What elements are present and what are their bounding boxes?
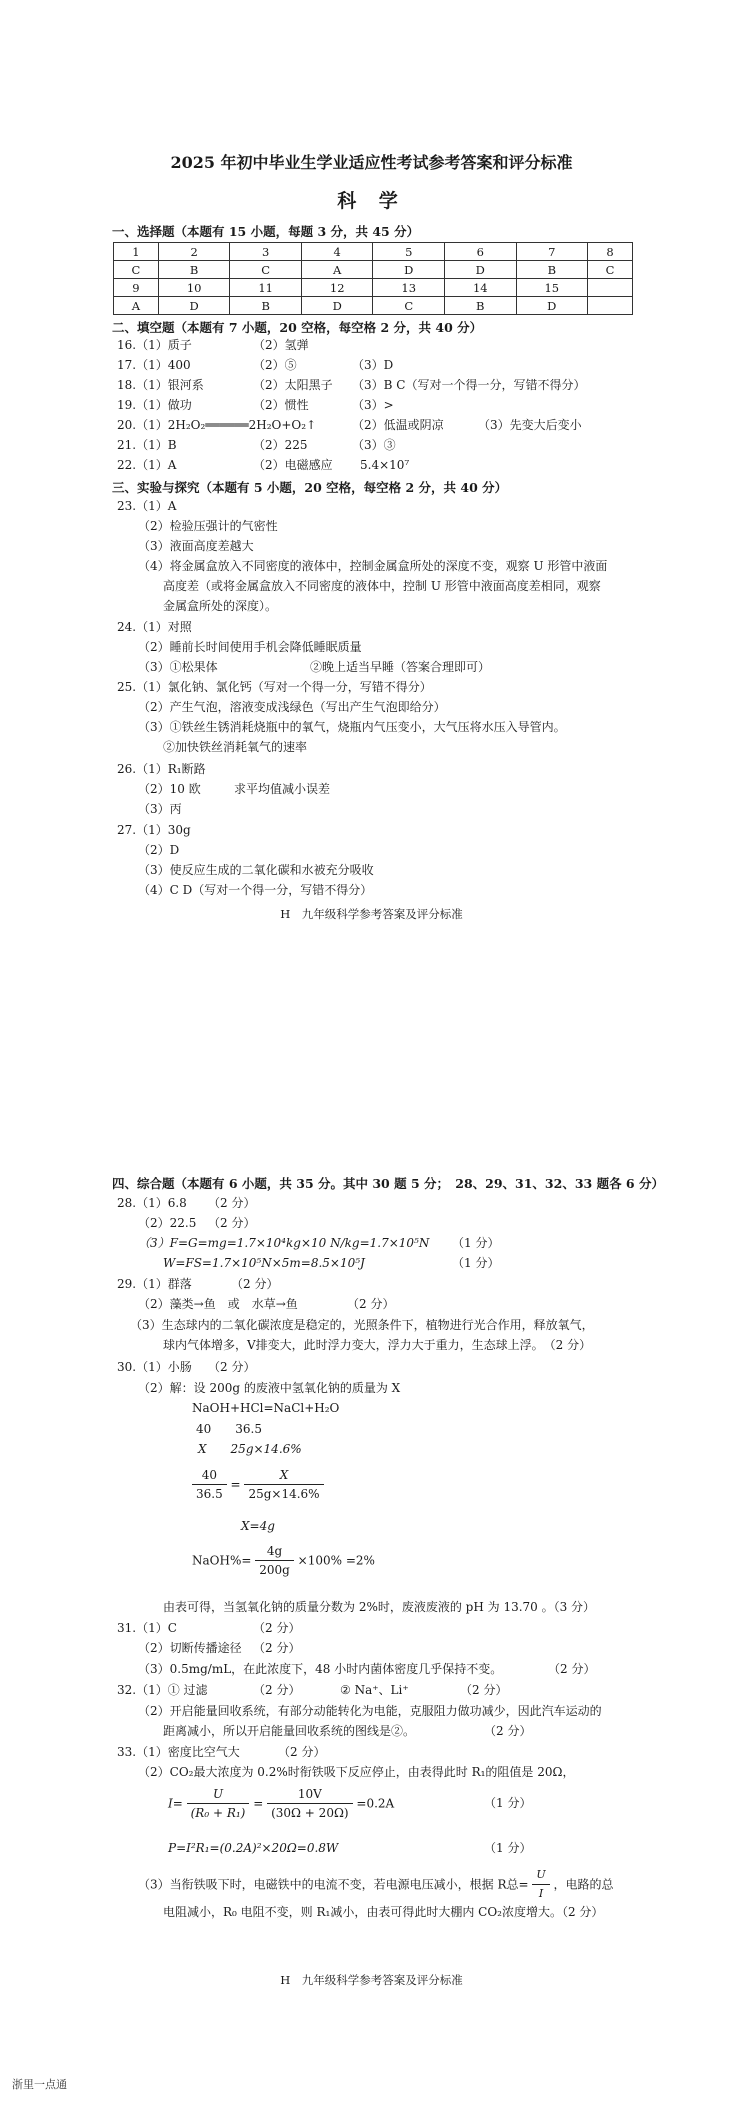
table-row <box>114 261 633 279</box>
table-cell: D <box>301 297 373 315</box>
denominator: I <box>538 1887 544 1900</box>
q30-proportion <box>192 1466 324 1503</box>
equals-sign: = <box>230 1477 241 1492</box>
section-2-heading: 二、填空题（本题有 7 小题，20 空格，每空格 2 分，共 40 分） <box>112 320 483 335</box>
table-row <box>114 243 633 261</box>
q27-line: （2）D <box>138 843 180 857</box>
q31-line: 31.（1）C <box>117 1621 177 1635</box>
table-cell: 9 <box>114 279 159 297</box>
q25-line: （3）①铁丝生锈消耗烧瓶中的氧气，烧瓶内气压变小，大气压将水压入导管内。 <box>138 720 566 734</box>
denominator: 200g <box>259 1563 290 1577</box>
q32-line: ② Na⁺、Li⁺ <box>340 1683 409 1697</box>
fraction <box>192 1466 227 1503</box>
fraction <box>532 1866 549 1903</box>
q24-line: （3）①松果体 <box>138 660 218 674</box>
q29-line: （3）生态球内的二氧化碳浓度是稳定的，光照条件下，植物进行光合作用，释放氧气， <box>130 1318 594 1332</box>
q26-line: 26.（1）R₁断路 <box>117 762 206 776</box>
table-cell: 11 <box>230 279 302 297</box>
section-3-heading: 三、实验与探究（本题有 5 小题，20 空格，每空格 2 分，共 40 分） <box>112 480 508 495</box>
q23-line: （2）检验压强计的气密性 <box>138 519 278 533</box>
section-1-heading: 一、选择题（本题有 15 小题，每题 3 分，共 45 分） <box>112 224 420 239</box>
q25-line: ②加快铁丝消耗氧气的速率 <box>163 740 308 754</box>
q17-part1: 17.（1）400 <box>117 358 191 372</box>
q20-part2: （2）低温或阴凉 <box>352 418 444 432</box>
q33-score: （2 分） <box>278 1745 326 1759</box>
q24-line: （2）睡前长时间使用手机会降低睡眠质量 <box>138 640 362 654</box>
table-cell: 13 <box>373 279 445 297</box>
source-watermark: 浙里一点通 <box>12 2078 67 2091</box>
q25-line: 25.（1）氯化钠、氯化钙（写对一个得一分，写错不得分） <box>117 680 432 694</box>
subject-title: 科 学 <box>337 190 406 212</box>
table-cell: 8 <box>588 243 633 261</box>
denominator: (R₀ + R₁) <box>190 1806 246 1820</box>
q30-equation: NaOH+HCl=NaCl+H₂O <box>192 1401 340 1415</box>
q28-line: （2）22.5 <box>138 1216 197 1230</box>
table-cell: 5 <box>373 243 445 261</box>
q31-line: （2）切断传播途径 <box>138 1641 242 1655</box>
q19-part1: 19.（1）做功 <box>117 398 192 412</box>
q28-line: 28.（1）6.8 <box>117 1196 187 1210</box>
q21-part3: （3）③ <box>352 438 396 452</box>
q23-line: 金属盒所处的深度）。 <box>163 599 278 613</box>
q25-line: （2）产生气泡，溶液变成浅绿色（写出产生气泡即给分） <box>138 700 446 714</box>
table-row <box>114 297 633 315</box>
q26-line: （3）丙 <box>138 802 182 816</box>
numerator: 10V <box>267 1785 352 1804</box>
table-cell: D <box>158 297 230 315</box>
q21-part1: 21.（1）B <box>117 438 177 452</box>
q24-line: ②晚上适当早睡（答案合理即可） <box>310 660 491 674</box>
q22-part3: 5.4×10⁷ <box>360 458 410 472</box>
q27-line: 27.（1）30g <box>117 823 191 837</box>
q26-line: 求平均值减小误差 <box>234 782 331 796</box>
q29-score: （2 分） <box>231 1277 279 1291</box>
table-cell: C <box>373 297 445 315</box>
table-cell: 10 <box>158 279 230 297</box>
q29-line: 球内气体增多，V排变大，此时浮力变大，浮力大于重力，生态球上浮。 （2 分） <box>163 1338 592 1352</box>
q32-score: （2 分） <box>460 1683 508 1697</box>
equals-sign: = <box>253 1796 264 1811</box>
table-cell: 14 <box>445 279 517 297</box>
numerator: 40 <box>192 1466 227 1485</box>
table-cell: D <box>445 261 517 279</box>
q22-part2: （2）电磁感应 <box>253 458 333 472</box>
table-cell: D <box>373 261 445 279</box>
table-row <box>114 279 633 297</box>
q28-score: （1 分） <box>452 1236 500 1250</box>
table-cell: A <box>114 297 159 315</box>
numerator: U <box>187 1785 250 1804</box>
q31-score: （2 分） <box>253 1621 301 1635</box>
q16-part2: （2）氢弹 <box>253 338 309 352</box>
table-cell <box>588 279 633 297</box>
q22-part1: 22.（1）A <box>117 458 177 472</box>
q31-score: （2 分） <box>548 1662 596 1676</box>
fraction <box>255 1542 294 1579</box>
table-cell: B <box>230 297 302 315</box>
table-cell <box>588 297 633 315</box>
result: ×100% =2% <box>297 1553 375 1568</box>
fraction <box>187 1785 250 1822</box>
table-cell: 7 <box>516 243 588 261</box>
table-cell: D <box>516 297 588 315</box>
q30-line: 40 36.5 <box>196 1422 262 1436</box>
q33-line: 电阻减小，R₀ 电阻不变，则 R₁减小，由表可得此时大棚内 CO₂浓度增大。（2 分） <box>163 1905 604 1919</box>
q30-line: 30.（1）小肠 <box>117 1360 192 1374</box>
q23-line: （4）将金属盒放入不同密度的液体中，控制金属盒所处的深度不变，观察 U 形管中液面 <box>138 559 608 573</box>
table-cell: C <box>588 261 633 279</box>
q33-score: （1 分） <box>484 1841 532 1855</box>
q23-line: 23.（1）A <box>117 499 177 513</box>
table-cell: 1 <box>114 243 159 261</box>
fraction <box>267 1785 352 1822</box>
q30-line: X 25g×14.6% <box>198 1442 302 1456</box>
q24-line: 24.（1）对照 <box>117 620 192 634</box>
q31-line: （3）0.5mg/mL，在此浓度下，48 小时内菌体密度几乎保持不变。 <box>138 1662 503 1676</box>
q30-percent <box>192 1542 375 1579</box>
table-cell: B <box>158 261 230 279</box>
q29-line: （2）藻类→鱼 或 水草→鱼 <box>138 1297 298 1311</box>
q33-line: （2）CO₂最大浓度为 0.2%时衔铁吸下反应停止，由表得此时 R₁的阻值是 20Ω， <box>138 1765 575 1779</box>
denominator: 36.5 <box>196 1487 223 1501</box>
q33-current-formula <box>168 1785 394 1822</box>
q31-score: （2 分） <box>253 1641 301 1655</box>
q32-score: （2 分） <box>253 1683 301 1697</box>
q23-line: （3）液面高度差越大 <box>138 539 254 553</box>
q16-part1: 16.（1）质子 <box>117 338 192 352</box>
q23-line: 高度差（或将金属盒放入不同密度的液体中，控制 U 形管中液面高度差相同，观察 <box>163 579 601 593</box>
q32-score: （2 分） <box>484 1724 532 1738</box>
q32-line: （2）开启能量回收系统，有部分动能转化为电能，克服阻力做功减少，因此汽车运动的 <box>138 1704 602 1718</box>
page-footer: H 九年级科学参考答案及评分标准 <box>280 907 463 921</box>
q18-part1: 18.（1）银河系 <box>117 378 204 392</box>
result: =0.2A <box>356 1796 395 1811</box>
q21-part2: （2）225 <box>253 438 308 452</box>
q29-line: 29.（1）群落 <box>117 1277 192 1291</box>
table-cell: B <box>445 297 517 315</box>
page-footer: H 九年级科学参考答案及评分标准 <box>280 1973 463 1987</box>
choice-answer-table <box>113 242 633 315</box>
q30-score: （2 分） <box>208 1360 256 1374</box>
q30-line: 由表可得，当氢氧化钠的质量分数为 2%时，废液废液的 pH 为 13.70 。（3 分） <box>163 1600 596 1614</box>
q28-score: （2 分） <box>208 1216 256 1230</box>
section-4-heading: 四、综合题（本题有 6 小题，共 35 分。其中 30 题 5 分； 28、29、31、32、33 题各 6 分） <box>112 1176 664 1191</box>
table-cell: C <box>114 261 159 279</box>
q20-part3: （3）先变大后变小 <box>478 418 582 432</box>
q32-line: 32.（1）① 过滤 <box>117 1683 208 1697</box>
fraction <box>244 1466 323 1503</box>
numerator: 4g <box>255 1542 294 1561</box>
q28-score: （2 分） <box>208 1196 256 1210</box>
q19-part3: （3）> <box>352 398 394 412</box>
table-cell: 3 <box>230 243 302 261</box>
table-cell: 4 <box>301 243 373 261</box>
q27-line: （3）使反应生成的二氧化碳和水被充分吸收 <box>138 863 374 877</box>
page-title: 2025 年初中毕业生学业适应性考试参考答案和评分标准 <box>170 153 573 172</box>
table-cell: 6 <box>445 243 517 261</box>
q32-line: 距离减小，所以开启能量回收系统的图线是②。 <box>163 1724 416 1738</box>
q33-line <box>138 1866 614 1903</box>
denominator: (30Ω + 20Ω) <box>271 1806 349 1820</box>
table-cell: 15 <box>516 279 588 297</box>
q18-part2: （2）太阳黑子 <box>253 378 333 392</box>
q28-line: （3）F=G=mg=1.7×10⁴kg×10 N/kg=1.7×10⁵N <box>138 1236 430 1250</box>
table-cell: 2 <box>158 243 230 261</box>
text: （3）当衔铁吸下时，电磁铁中的电流不变，若电源电压减小，根据 R总= <box>138 1877 529 1892</box>
q30-line: X=4g <box>241 1519 275 1533</box>
q28-score: （1 分） <box>452 1256 500 1270</box>
denominator: 25g×14.6% <box>248 1487 320 1501</box>
q20-part1: 20.（1）2H₂O₂══════2H₂O+O₂↑ <box>117 418 317 432</box>
q17-part2: （2）⑤ <box>253 358 297 372</box>
table-cell: C <box>230 261 302 279</box>
q26-line: （2）10 欧 <box>138 782 201 796</box>
label: I= <box>168 1796 183 1811</box>
q33-line: 33.（1）密度比空气大 <box>117 1745 240 1759</box>
q33-score: （1 分） <box>484 1796 532 1810</box>
q29-score: （2 分） <box>347 1297 395 1311</box>
text: ，电路的总 <box>553 1877 614 1892</box>
table-cell: A <box>301 261 373 279</box>
q27-line: （4）C D（写对一个得一分，写错不得分） <box>138 883 373 897</box>
q30-line: （2）解：设 200g 的废液中氢氧化钠的质量为 X <box>138 1381 401 1395</box>
label: NaOH%= <box>192 1553 252 1568</box>
q28-line: W=FS=1.7×10⁵N×5m=8.5×10⁵J <box>163 1256 365 1270</box>
q19-part2: （2）惯性 <box>253 398 309 412</box>
q18-part3: （3）B C（写对一个得一分，写错不得分） <box>352 378 586 392</box>
numerator: X <box>244 1466 323 1485</box>
q33-line: P=I²R₁=(0.2A)²×20Ω=0.8W <box>168 1841 339 1855</box>
q17-part3: （3）D <box>352 358 394 372</box>
table-cell: B <box>516 261 588 279</box>
numerator: U <box>532 1866 549 1885</box>
table-cell: 12 <box>301 279 373 297</box>
